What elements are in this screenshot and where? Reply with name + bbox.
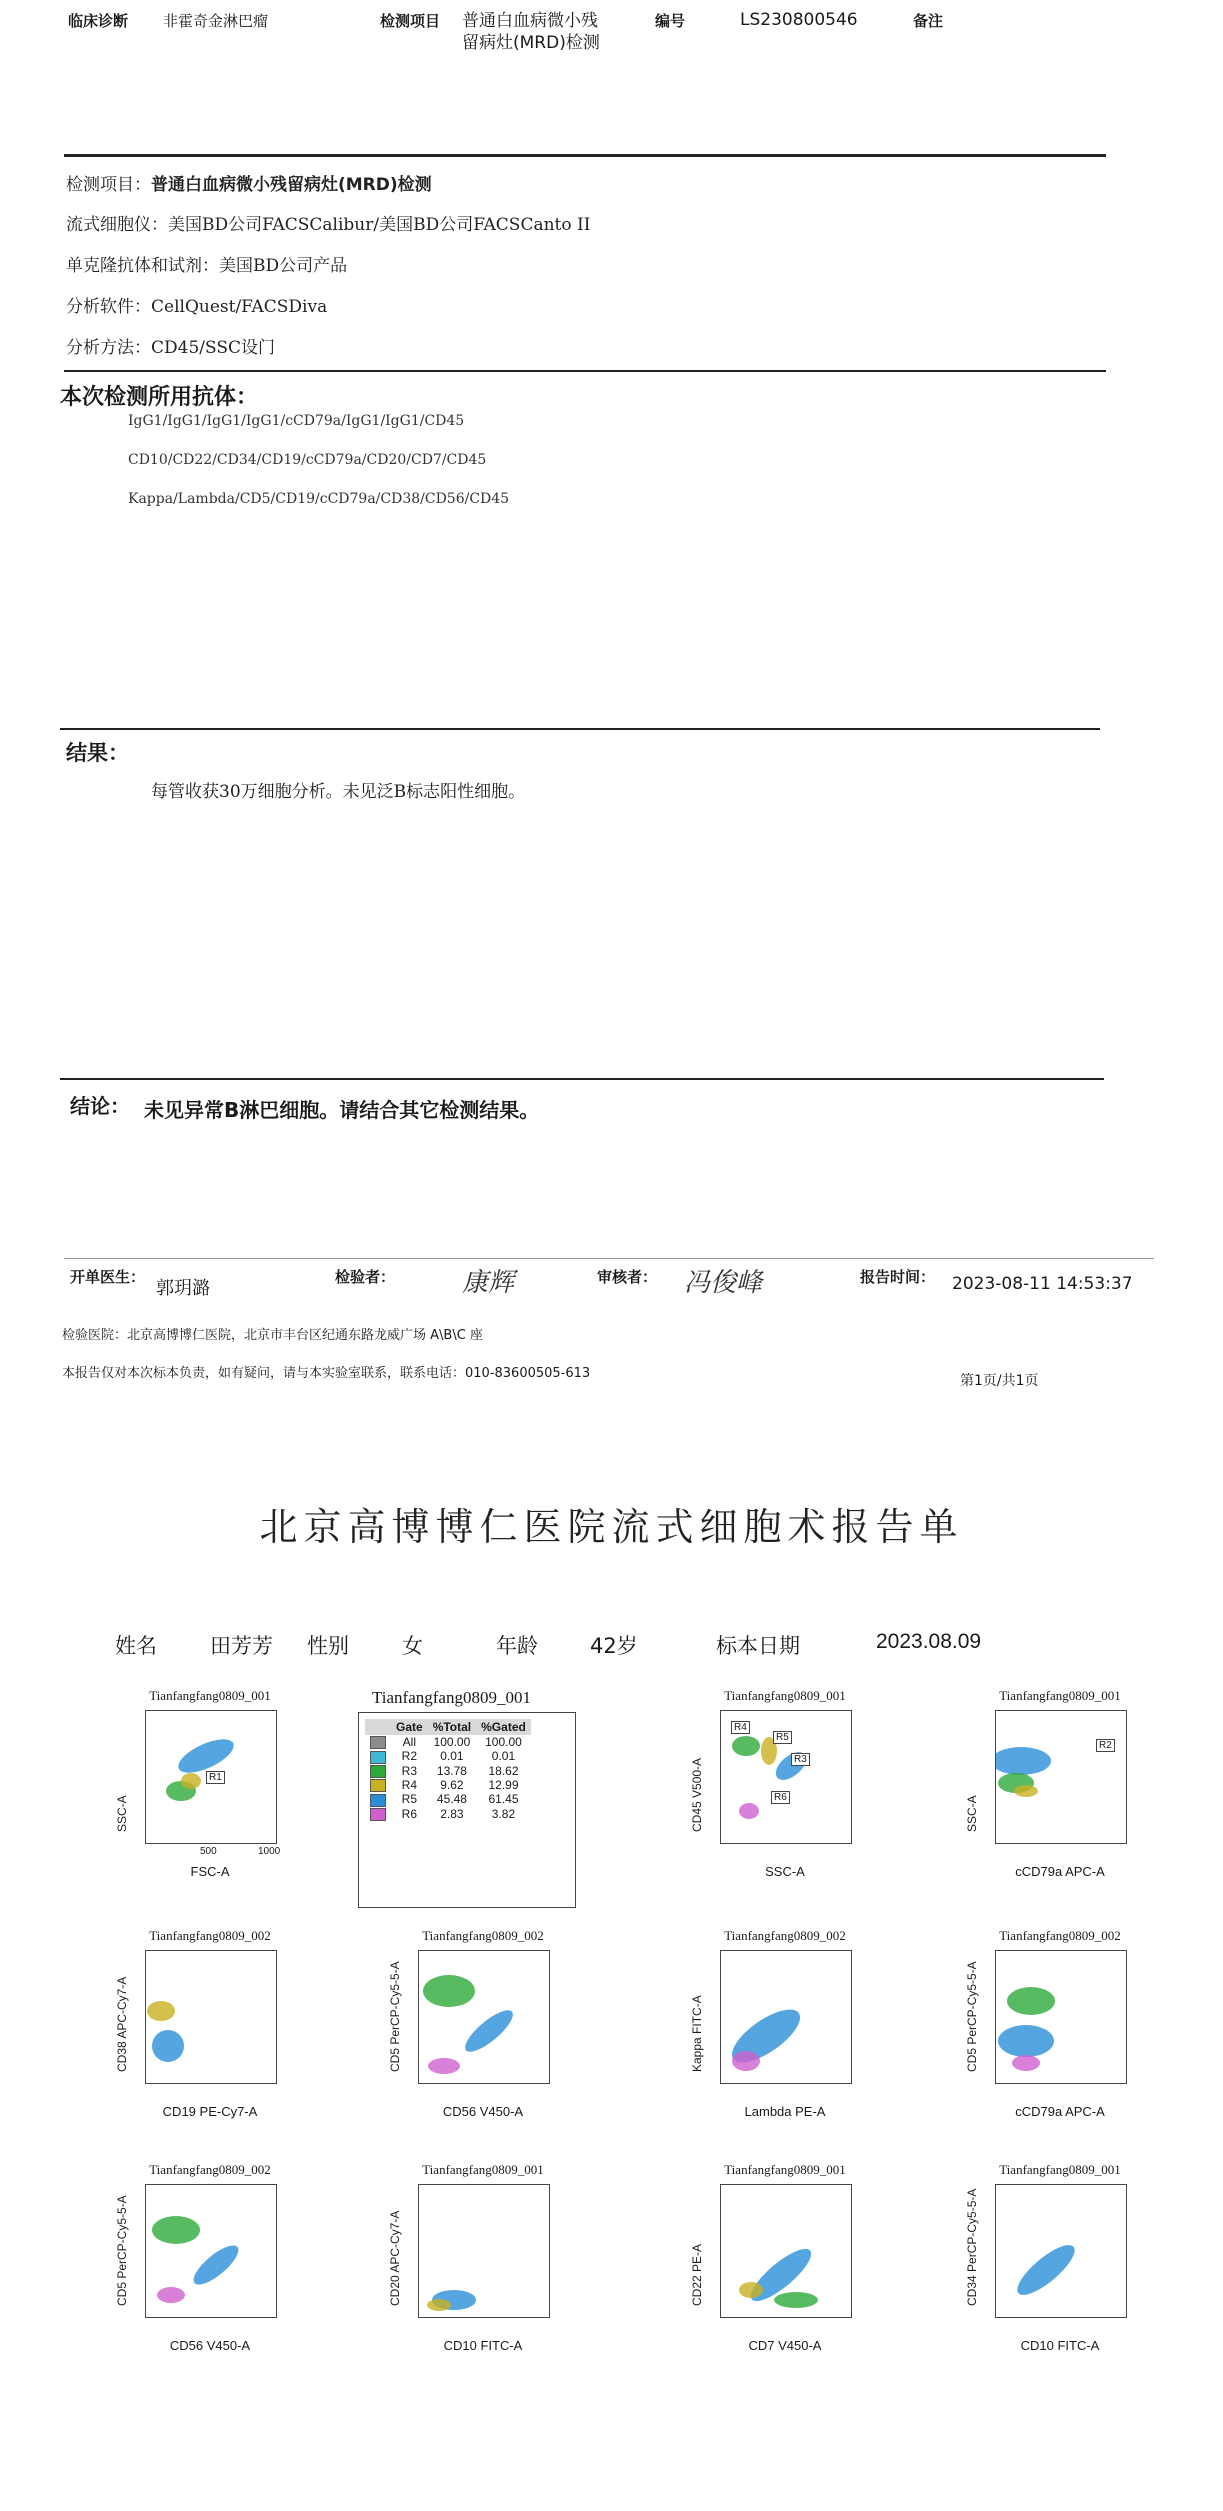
gate-cell-gated: 61.45 <box>488 1792 519 1807</box>
flow-plot-graphic <box>146 2185 276 2317</box>
population-cloud <box>1014 1785 1038 1797</box>
population-cloud <box>152 2030 184 2062</box>
report-time-label: 报告时间： <box>860 1268 936 1286</box>
method-software: 分析软件：CellQuest/FACSDiva <box>66 297 328 317</box>
tester-label: 检验者： <box>335 1268 396 1286</box>
conclusion-text: 未见异常B淋巴细胞。请结合其它检测结果。 <box>144 1098 540 1122</box>
gate-cell-total: 2.83 <box>440 1806 464 1821</box>
population-cloud <box>188 2239 244 2290</box>
flow-plot <box>145 1710 277 1844</box>
results-title: 结果： <box>66 741 129 765</box>
plot-title: Tianfangfang0809_002 <box>422 1928 544 1943</box>
flow-plot <box>145 1950 277 2084</box>
flow-plot <box>720 1950 852 2084</box>
signoff-divider <box>64 1258 1154 1259</box>
population-cloud <box>152 2216 200 2244</box>
plot-title: Tianfangfang0809_001 <box>724 2162 846 2177</box>
test-item-label: 检测项目 <box>380 12 441 30</box>
flow-plot <box>418 2184 550 2318</box>
results-divider <box>60 1078 1104 1080</box>
flow-plot-graphic <box>419 2185 549 2317</box>
flow-plot <box>995 1710 1127 1844</box>
x-axis-label: CD7 V450-A <box>748 2338 822 2353</box>
reviewer-label: 审核者： <box>597 1268 658 1286</box>
report-title: 北京高博博仁医院流式细胞术报告单 <box>259 1505 964 1549</box>
flow-plot-graphic <box>419 1951 549 2083</box>
sex-label: 性别 <box>307 1634 349 1658</box>
x-axis-label: CD10 FITC-A <box>1020 2338 1100 2353</box>
population-cloud <box>739 2282 763 2298</box>
y-axis-label: CD5 PerCP-Cy5-5-A <box>115 2195 129 2306</box>
gate-table-row <box>365 1807 531 1821</box>
gate-header-gated: %Gated <box>476 1719 531 1735</box>
gate-cell-total: 100.00 <box>433 1735 471 1750</box>
gate-table-box <box>358 1712 576 1908</box>
flow-plot <box>418 1950 550 2084</box>
x-axis-label: CD19 PE-Cy7-A <box>162 2104 258 2119</box>
population-cloud <box>157 2287 185 2303</box>
method-divider <box>64 370 1106 372</box>
y-axis-label: CD20 APC-Cy7-A <box>388 2210 402 2306</box>
gate-color-swatch <box>365 1735 391 1749</box>
gate-cell-gated: 100.00 <box>485 1735 522 1750</box>
population-cloud <box>147 2001 175 2021</box>
flow-plot-graphic <box>996 1711 1126 1843</box>
gate-header-color <box>365 1719 391 1735</box>
date-label: 标本日期 <box>716 1634 800 1658</box>
gate-header-gate: Gate <box>391 1719 428 1735</box>
gate-cell-gated: 18.62 <box>488 1763 519 1778</box>
gate-label: R4 <box>731 1721 750 1734</box>
gate-cell-gate: R6 <box>401 1806 418 1821</box>
gate-label: R6 <box>771 1791 790 1804</box>
gate-cell-total: 13.78 <box>436 1763 467 1778</box>
gate-swatch-5 <box>370 1808 386 1821</box>
gate-cell-total: 9.62 <box>440 1778 464 1793</box>
gate-table-row <box>365 1764 531 1778</box>
flow-plot-graphic <box>996 1951 1126 2083</box>
disclaimer-line: 本报告仅对本次标本负责，如有疑问，请与本实验室联系，联系电话：010-83600505-613 <box>62 1366 591 1381</box>
population-cloud <box>996 1747 1051 1775</box>
gate-cell-gate: All <box>402 1735 417 1750</box>
gate-color-swatch <box>365 1778 391 1792</box>
plot-title: Tianfangfang0809_001 <box>724 1688 846 1703</box>
gate-cell-total: 45.48 <box>436 1792 467 1807</box>
flow-plot-graphic <box>721 1951 851 2083</box>
flow-plot <box>145 2184 277 2318</box>
antibodies-title: 本次检测所用抗体： <box>60 385 259 410</box>
method-reagents: 单克隆抗体和试剂：美国BD公司产品 <box>66 256 348 276</box>
method-item <box>66 170 432 195</box>
header-divider <box>64 154 1106 157</box>
gate-swatch-0 <box>370 1736 386 1749</box>
antibody-tube-3: Kappa/Lambda/CD5/CD19/cCD79a/CD38/CD56/CD45 <box>128 491 510 507</box>
doctor-value: 郭玥潞 <box>156 1278 210 1299</box>
name-label: 姓名 <box>115 1634 157 1658</box>
y-axis-label: CD5 PerCP-Cy5-5-A <box>388 1961 402 2072</box>
name-value: 田芳芳 <box>210 1634 273 1658</box>
age-label: 年龄 <box>496 1634 538 1658</box>
sex-value: 女 <box>402 1634 423 1658</box>
test-item-value-line1: 普通白血病微小残 <box>462 11 598 31</box>
date-value: 2023.08.09 <box>876 1630 982 1653</box>
gate-cell-gate: R2 <box>401 1749 418 1764</box>
population-cloud <box>181 1773 201 1789</box>
doctor-label: 开单医生： <box>70 1268 146 1286</box>
number-label: 编号 <box>655 12 686 30</box>
gate-cell-gate: R5 <box>401 1792 418 1807</box>
flow-plot <box>995 2184 1127 2318</box>
gate-cell-gate: R3 <box>401 1763 418 1778</box>
flow-plot <box>995 1950 1127 2084</box>
antibody-list <box>128 402 509 519</box>
flow-plot-graphic <box>721 2185 851 2317</box>
gate-cell-gated: 12.99 <box>488 1778 519 1793</box>
test-item-value <box>462 10 600 54</box>
gate-cell-gated: 3.82 <box>491 1806 516 1821</box>
population-cloud <box>428 2058 460 2074</box>
gate-table-header <box>365 1719 531 1735</box>
y-axis-label: Kappa FITC-A <box>690 1995 704 2072</box>
x-axis-label: CD10 FITC-A <box>443 2338 523 2353</box>
population-cloud <box>1011 2238 1082 2303</box>
gate-color-swatch <box>365 1807 391 1821</box>
plot-title: Tianfangfang0809_001 <box>149 1688 271 1703</box>
gate-table-row <box>365 1792 531 1806</box>
flow-plot <box>720 1710 852 1844</box>
diagnosis-label: 临床诊断 <box>68 12 129 30</box>
x-axis-label: cCD79a APC-A <box>1015 2104 1105 2119</box>
x-tick-label: 1000 <box>258 1846 281 1857</box>
population-cloud <box>427 2299 451 2311</box>
gate-table-row <box>365 1749 531 1763</box>
gate-table-row <box>365 1778 531 1792</box>
gate-label: R2 <box>1096 1739 1115 1752</box>
y-axis-label: SSC-A <box>115 1795 129 1832</box>
gate-label: R1 <box>206 1771 225 1784</box>
page-number: 第1页/共1页 <box>960 1373 1039 1389</box>
flow-plot-graphic <box>146 1951 276 2083</box>
tester-signature: 康辉 <box>462 1268 515 1298</box>
gate-swatch-3 <box>370 1779 386 1792</box>
plot-title: Tianfangfang0809_001 <box>999 2162 1121 2177</box>
diagnosis-value: 非霍奇金淋巴瘤 <box>163 12 269 30</box>
gate-table-row <box>365 1735 531 1749</box>
method-cytometer: 流式细胞仪：美国BD公司FACSCalibur/美国BD公司FACSCanto II <box>66 215 591 235</box>
gate-color-swatch <box>365 1764 391 1778</box>
gate-cell-gated: 0.01 <box>491 1749 516 1764</box>
plot-title: Tianfangfang0809_002 <box>724 1928 846 1943</box>
gate-swatch-1 <box>370 1751 386 1764</box>
report-time-value: 2023-08-11 14:53:37 <box>952 1274 1133 1294</box>
hospital-line: 检验医院：北京高博博仁医院，北京市丰台区纪通东路龙威广场 A\B\C 座 <box>62 1328 483 1343</box>
y-axis-label: SSC-A <box>965 1795 979 1832</box>
gate-label: R5 <box>773 1731 792 1744</box>
method-item-label: 检测项目： <box>66 175 151 195</box>
test-item-value-line2: 留病灶(MRD)检测 <box>462 33 600 53</box>
gate-color-swatch <box>365 1792 391 1806</box>
x-axis-label: CD56 V450-A <box>442 2104 524 2119</box>
y-axis-label: CD22 PE-A <box>690 2243 704 2306</box>
plot-title: Tianfangfang0809_001 <box>422 2162 544 2177</box>
population-cloud <box>732 2051 760 2071</box>
remark-label: 备注 <box>913 12 944 30</box>
antibody-tube-1: IgG1/IgG1/IgG1/IgG1/cCD79a/IgG1/IgG1/CD45 <box>128 413 465 429</box>
y-axis-label: CD5 PerCP-Cy5-5-A <box>965 1961 979 2072</box>
y-axis-label: CD34 PerCP-Cy5-5-A <box>965 2188 979 2306</box>
x-axis-label: FSC-A <box>190 1864 230 1879</box>
age-value: 42岁 <box>590 1634 638 1658</box>
plot-title: Tianfangfang0809_001 <box>999 1688 1121 1703</box>
reviewer-signature: 冯俊峰 <box>684 1268 763 1298</box>
results-text: 每管收获30万细胞分析。未见泛B标志阳性细胞。 <box>151 782 526 802</box>
population-cloud <box>460 2004 519 2058</box>
antibody-tube-2: CD10/CD22/CD34/CD19/cCD79a/CD20/CD7/CD45 <box>128 452 487 468</box>
population-cloud <box>423 1975 475 2007</box>
x-tick-label: 500 <box>200 1846 217 1857</box>
gate-color-swatch <box>365 1749 391 1763</box>
population-cloud <box>1012 2055 1040 2071</box>
plot-title: Tianfangfang0809_002 <box>149 1928 271 1943</box>
population-cloud <box>998 2025 1054 2057</box>
gate-header-total: %Total <box>428 1719 476 1735</box>
population-cloud <box>1007 1987 1055 2015</box>
flow-plot <box>720 2184 852 2318</box>
gate-cell-total: 0.01 <box>440 1749 464 1764</box>
gate-cell-gate: R4 <box>401 1778 418 1793</box>
method-analysis: 分析方法：CD45/SSC设门 <box>66 338 275 358</box>
conclusion-title: 结论： <box>70 1094 130 1118</box>
plot-title: Tianfangfang0809_002 <box>999 1928 1121 1943</box>
antibodies-divider <box>60 728 1100 730</box>
number-value: LS230800546 <box>740 10 858 30</box>
gate-table-title: Tianfangfang0809_001 <box>372 1688 531 1707</box>
method-item-value: 普通白血病微小残留病灶(MRD)检测 <box>151 175 432 195</box>
gate-swatch-4 <box>370 1794 386 1807</box>
y-axis-label: CD45 V500-A <box>690 1757 704 1832</box>
flow-plot-graphic <box>996 2185 1126 2317</box>
x-axis-label: SSC-A <box>765 1864 805 1879</box>
population-cloud <box>739 1803 759 1819</box>
y-axis-label: CD38 APC-Cy7-A <box>115 1976 129 2072</box>
gate-table <box>365 1719 531 1821</box>
population-cloud <box>774 2292 818 2308</box>
x-axis-label: Lambda PE-A <box>744 2104 826 2119</box>
plot-title: Tianfangfang0809_002 <box>149 2162 271 2177</box>
population-cloud <box>732 1736 760 1756</box>
gate-label: R3 <box>791 1753 810 1766</box>
x-axis-label: CD56 V450-A <box>169 2338 251 2353</box>
x-axis-label: cCD79a APC-A <box>1015 1864 1105 1879</box>
gate-swatch-2 <box>370 1765 386 1778</box>
